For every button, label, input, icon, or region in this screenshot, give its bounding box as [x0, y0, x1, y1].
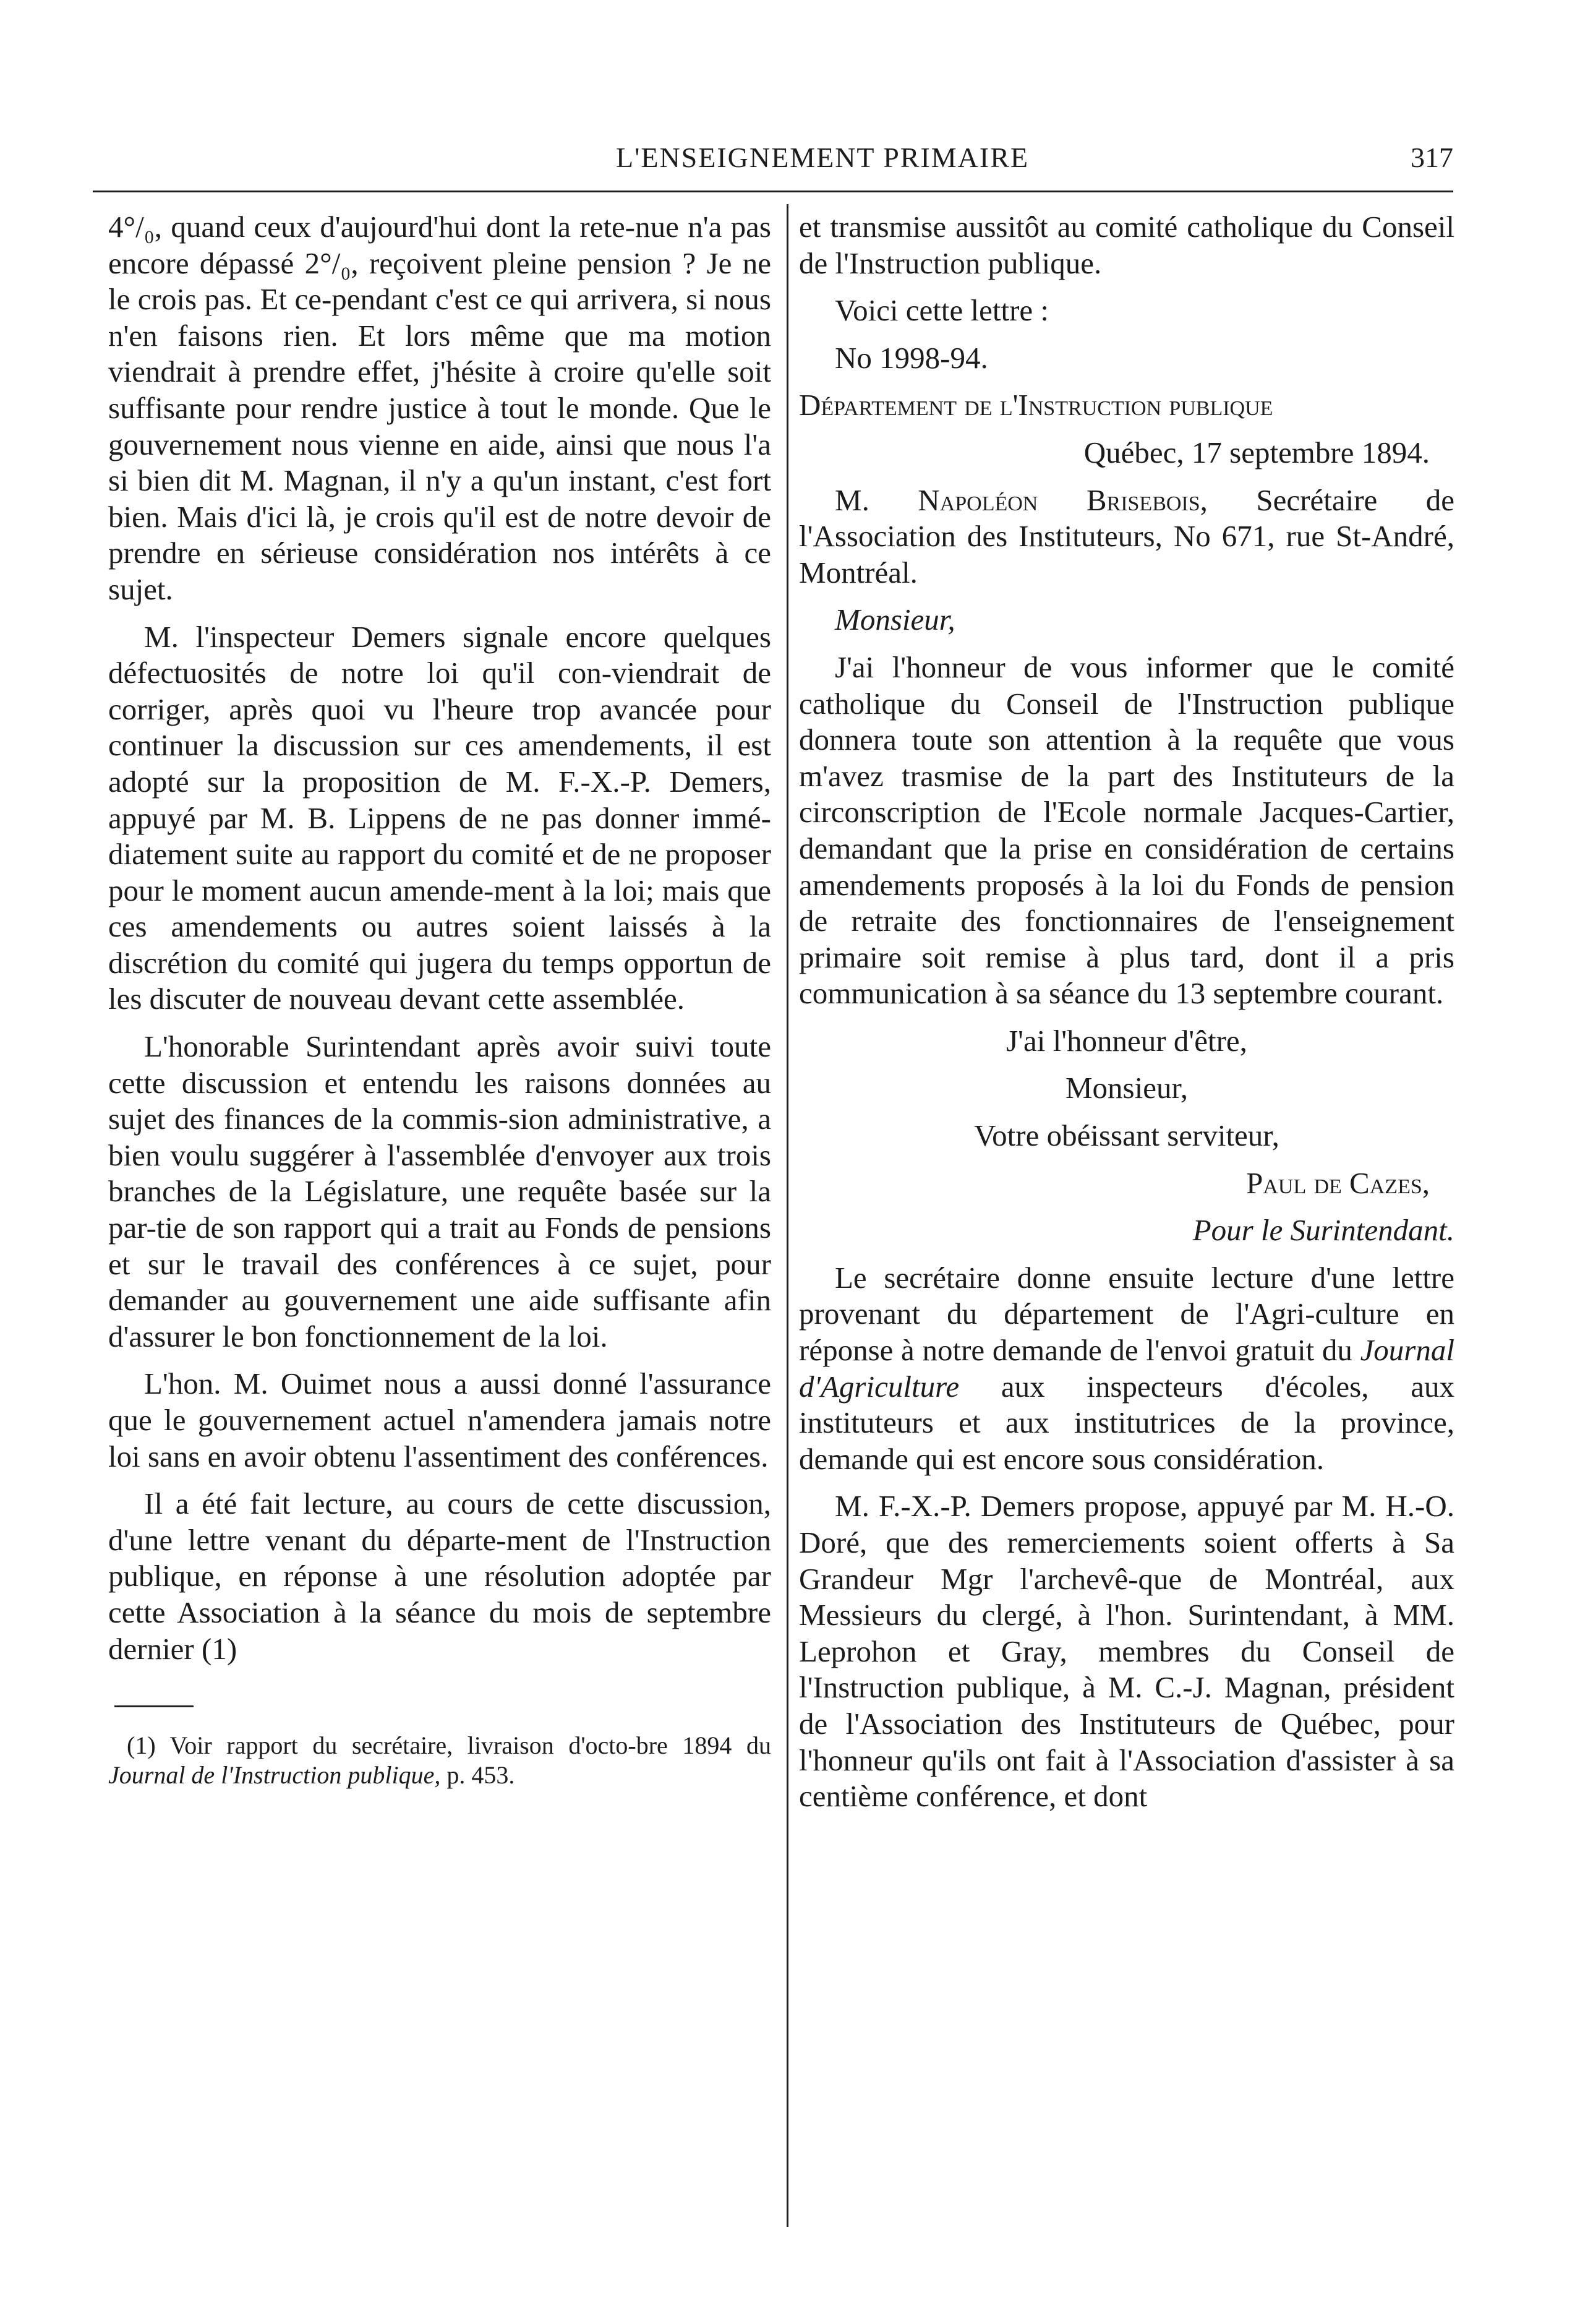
right-paragraph-4-start: Le secrétaire donne ensuite lecture d'une lettre provenant du département de l'Agri-culture en réponse à notre demande de l'envoi gratuit du — [799, 1260, 1454, 1368]
letter-closing-3: Votre obéissant serviteur, — [974, 1118, 1279, 1153]
left-column — [108, 209, 771, 1801]
left-paragraph-4: L'hon. M. Ouimet nous a aussi donné l'assurance que le gouvernement actuel n'amendera jamais notre loi sans en avoir obtenu l'assentiment des conférences. — [108, 1366, 771, 1473]
footnote-text-start: (1) Voir rapport du secrétaire, livraison d'octo-bre 1894 du — [127, 1731, 771, 1760]
letter-signer-role: Pour le Surintendant. — [1192, 1213, 1454, 1248]
left-paragraph-3: L'honorable Surintendant après avoir suivi toute cette discussion et entendu les raisons données au sujet des finances de la commis-sion administrative, a bien voulu suggérer à l'assemblée d'envoyer aux trois branches de la Législature, une requête basée sur la par-tie de son rapport qui a trait au Fonds de pensions et sur le travail des conférences à ce sujet, pour demander au gouvernement une aide suffisante afin d'assurer le bon fonctionnement de la loi. — [108, 1029, 771, 1353]
letter-body: J'ai l'honneur de vous informer que le comité catholique du Conseil de l'Instruction publique donnera toute son attention à la requête que vous m'avez trasmise de la part des Instituteurs de la circonscription de l'Ecole normale Jacques-Cartier, demandant que la prise en considération de certains amendements proposés à la loi du Fonds de pension de retraite des fonctionnaires de l'enseignement primaire soit remise à plus tard, dont il a pris communication à sa séance du 13 septembre courant. — [799, 650, 1454, 1011]
right-paragraph-1: et transmise aussitôt au comité catholique du Conseil de l'Instruction publique. — [799, 210, 1454, 280]
footnote-journal-title: Journal de l'Instruction publique, — [108, 1761, 441, 1790]
letter-salutation: Monsieur, — [835, 602, 955, 637]
footnote — [108, 1731, 771, 1790]
header-rule — [93, 191, 1453, 192]
left-paragraph-5: Il a été fait lecture, au cours de cette discussion, d'une lettre venant du départe-ment de l'Instruction publique, en réponse à une résolution adoptée par cette Association à la séance du mois de septembre dernier (1) — [108, 1486, 771, 1666]
addressee-name: M. Napoléon Brisebois, — [835, 482, 1208, 517]
left-paragraph-1: 4°/₀, quand ceux d'aujourd'hui dont la rete-nue n'a pas encore dépassé 2°/₀, reçoivent pleine pension ? Je ne le crois pas. Et ce-pendant c'est ce qui arrivera, si nous n'en faisons rien. Et lors même que ma motion viendrait à prendre effet, j'hésite à croire qu'elle soit suffisante pour rendre justice à tout le monde. Que le gouvernement nous vienne en aide, ainsi que nous l'a si bien dit M. Magnan, il n'y a qu'un instant, c'est fort bien. Mais d'ici là, je crois qu'il est de notre devoir de prendre en sérieuse considération nos intérêts à ce sujet. — [108, 210, 771, 606]
right-paragraph-5: M. F.-X.-P. Demers propose, appuyé par M. H.-O. Doré, que des remerciements soient offerts à Sa Grandeur Mgr l'archevê-que de Montréal, aux Messieurs du clergé, à l'hon. Surintendant, à MM. Leprohon et Gray, membres du Conseil de l'Instruction publique, à M. C.-J. Magnan, président de l'Association des Instituteurs de Québec, pour l'honneur qu'ils ont fait à l'Association d'assister à sa centième conférence, et dont — [799, 1489, 1454, 1814]
journal-agriculture-title: Journal d'Agriculture — [799, 1333, 1454, 1404]
right-paragraph-4 — [799, 1260, 1454, 1478]
letter-reference-number: No 1998-94. — [835, 340, 988, 375]
right-paragraph-4-end: aux inspecteurs d'écoles, aux instituteurs et aux institutrices de la province, demande qui est encore sous considération. — [799, 1369, 1454, 1476]
letter-signer: Paul de Cazes, — [1246, 1165, 1430, 1200]
letter-closing-2: Monsieur, — [1065, 1071, 1189, 1105]
letter-department: Département de l'Instruction publique — [799, 388, 1273, 422]
letter-addressee — [799, 482, 1454, 591]
letter-dateline: Québec, 17 septembre 1894. — [1083, 435, 1430, 470]
column-divider — [787, 204, 788, 2227]
footnote-text-end: p. 453. — [440, 1761, 515, 1790]
running-header-title: L'ENSEIGNEMENT PRIMAIRE — [615, 142, 1030, 173]
right-column — [799, 209, 1454, 1826]
addressee-details: Secrétaire de l'Association des Instituteurs, No 671, rue St-André, Montréal. — [799, 482, 1454, 590]
footnote-rule — [114, 1705, 194, 1707]
right-paragraph-2: Voici cette lettre : — [835, 293, 1049, 328]
left-paragraph-2: M. l'inspecteur Demers signale encore quelques défectuosités de notre loi qu'il con-viendrait de corriger, après quoi vu l'heure trop avancée pour continuer la discussion sur ces amendements, il est adopté sur la proposition de M. F.-X.-P. Demers, appuyé par M. B. Lippens de ne pas donner immé-diatement suite au rapport du comité et de ne proposer pour le moment aucun amende-ment à la loi; mais que ces amendements ou autres soient laissés à la discrétion du comité qui jugera du temps opportun de les discuter de nouveau devant cette assemblée. — [108, 619, 771, 1016]
letter-closing-1: J'ai l'honneur d'être, — [1006, 1023, 1247, 1058]
page-number: 317 — [1411, 142, 1453, 173]
